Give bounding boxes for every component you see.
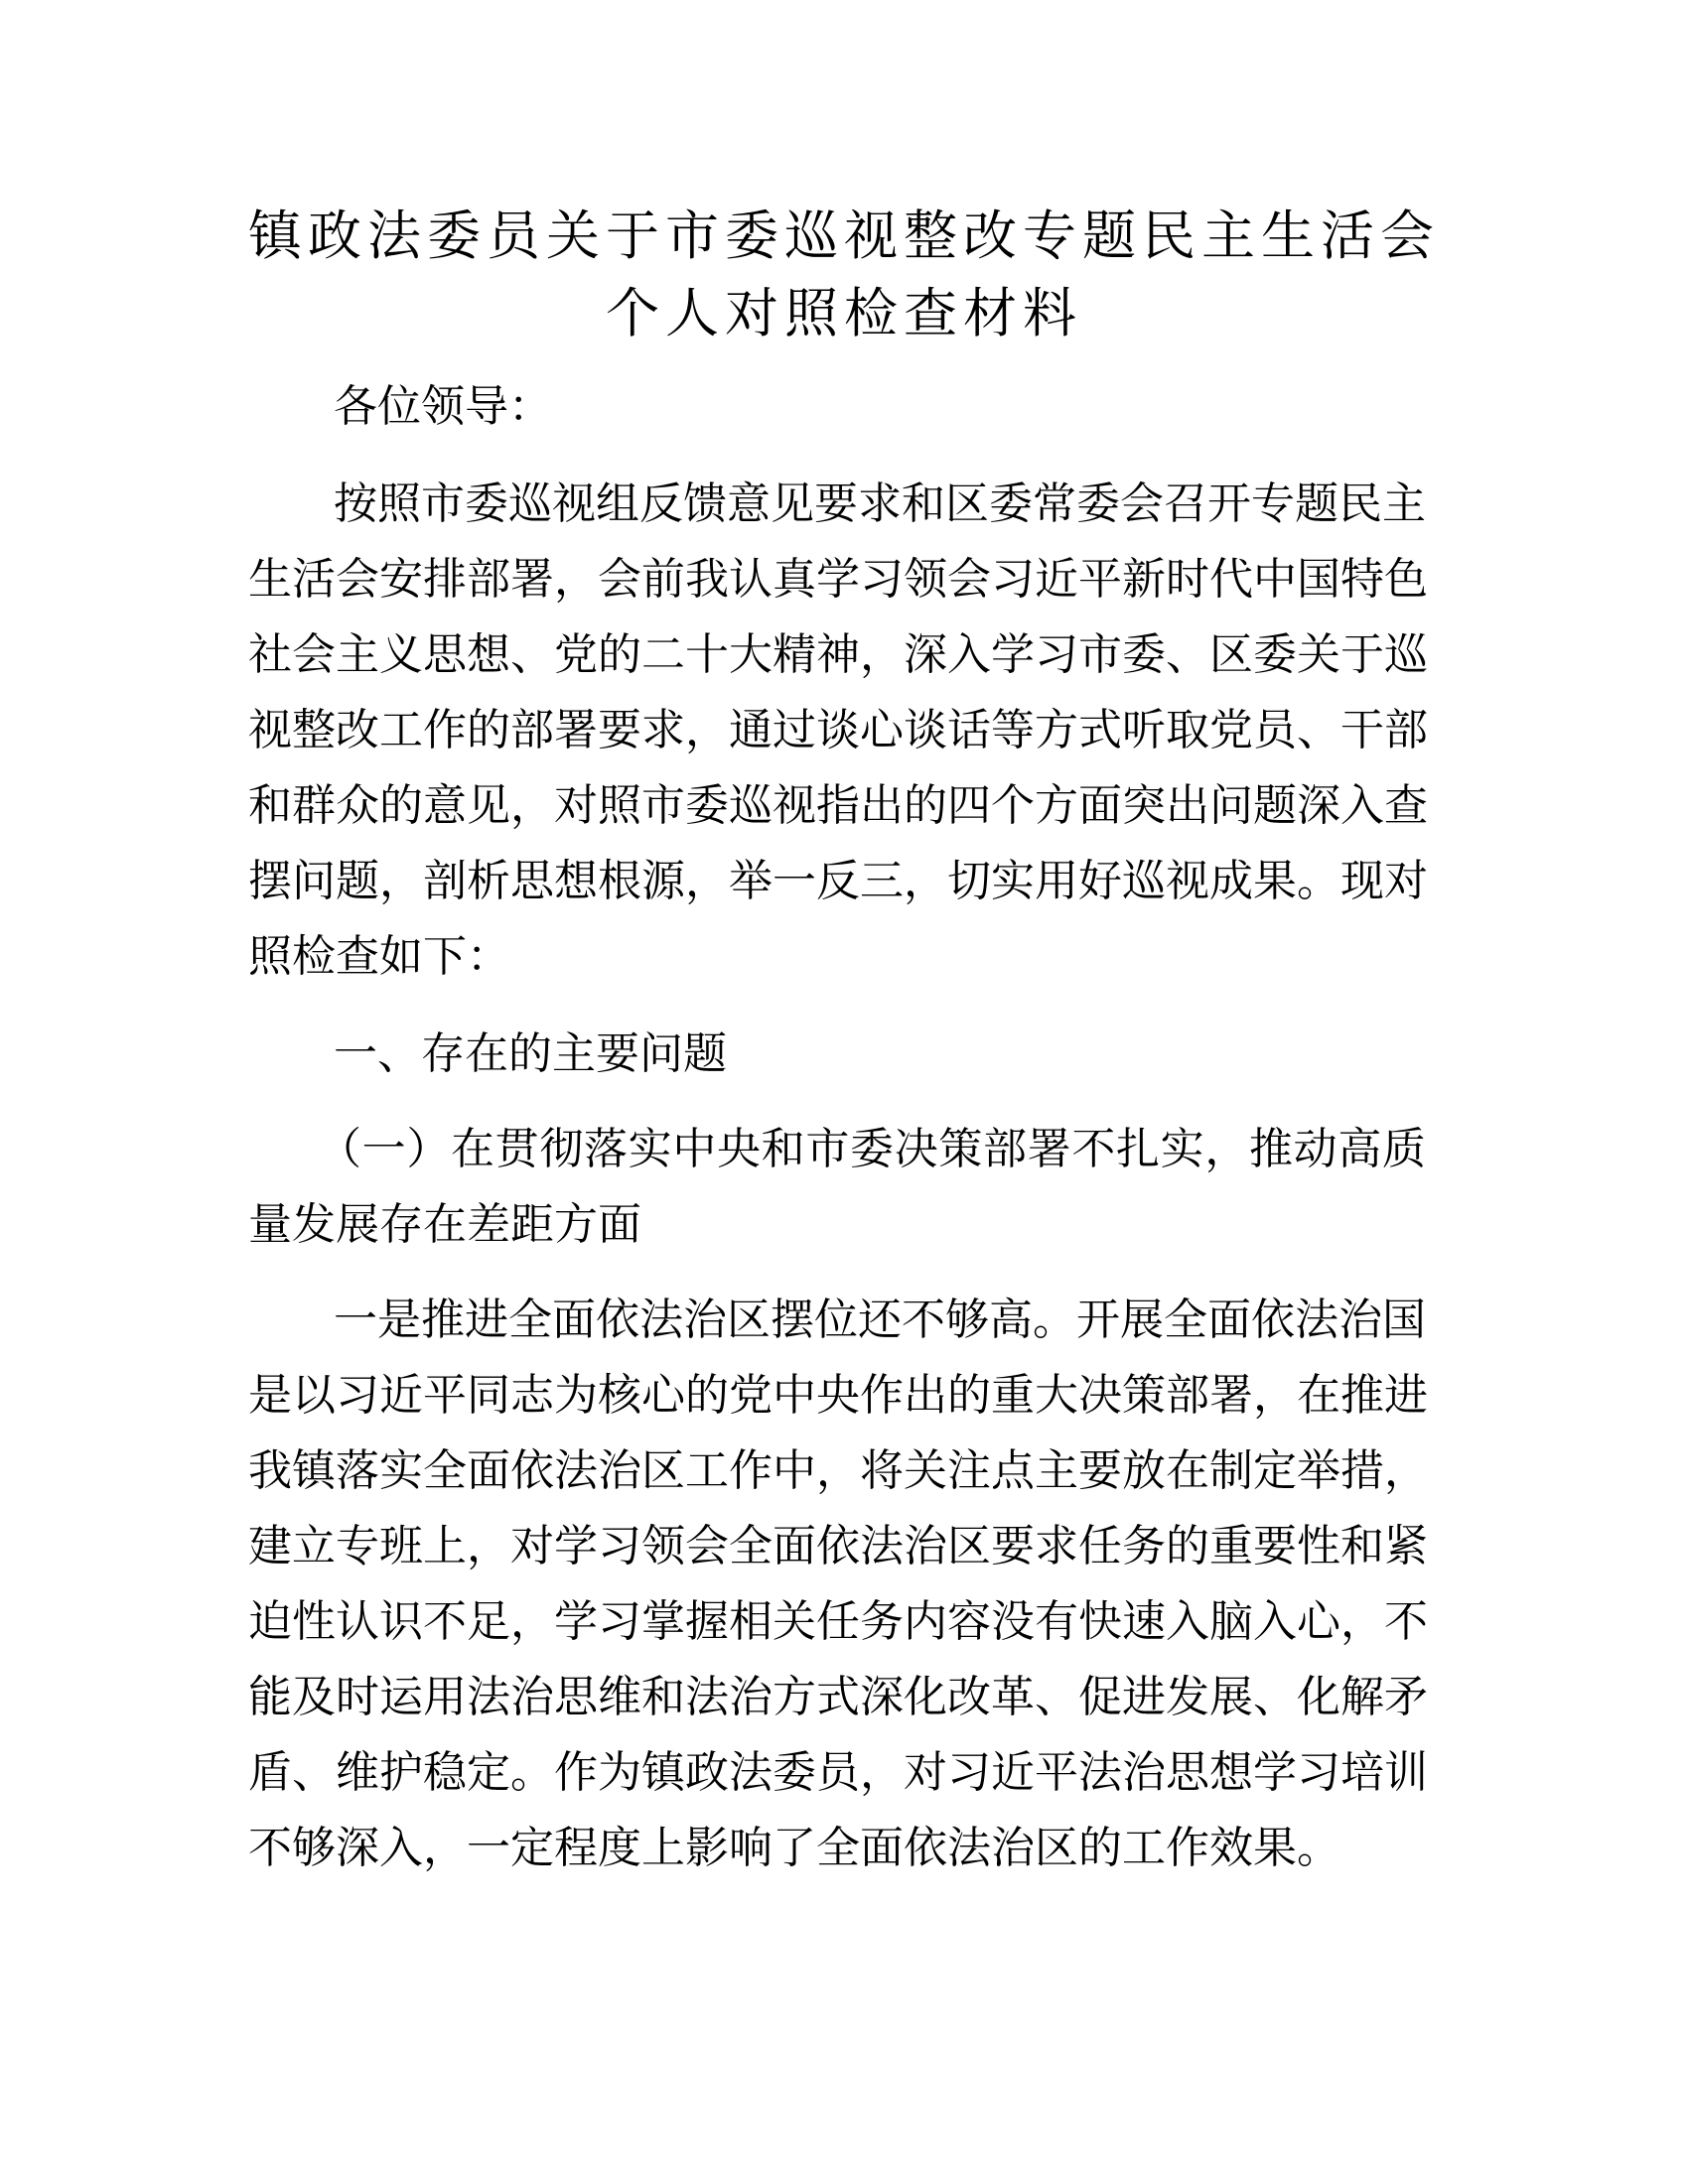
section-heading: 一、存在的主要问题 <box>334 1028 727 1079</box>
document-title-line-2: 个人对照检查材料 <box>606 282 1082 344</box>
paragraph-line: 视整改工作的部署要求，通过谈心谈话等方式听取党员、干部 <box>248 705 1428 755</box>
paragraph-line: 是以习近平同志为核心的党中央作出的重大决策部署，在推进 <box>248 1370 1428 1421</box>
paragraph-line: 能及时运用法治思维和法治方式深化改革、促进发展、化解矛 <box>248 1672 1428 1722</box>
paragraph-line: 生活会安排部署，会前我认真学习领会习近平新时代中国特色 <box>248 554 1428 605</box>
document-title-line-1: 镇政法委员关于市委巡视整改专题民主生活会 <box>248 205 1440 267</box>
paragraph-line: 一是推进全面依法治区摆位还不够高。开展全面依法治国 <box>334 1295 1426 1345</box>
paragraph-line: 我镇落实全面依法治区工作中，将关注点主要放在制定举措， <box>248 1445 1428 1496</box>
paragraph-line: 盾、维护稳定。作为镇政法委员，对习近平法治思想学习培训 <box>248 1747 1428 1798</box>
paragraph-line: 和群众的意见，对照市委巡视指出的四个方面突出问题深入查 <box>248 780 1428 831</box>
paragraph-line: 按照市委巡视组反馈意见要求和区委常委会召开专题民主 <box>334 478 1426 529</box>
paragraph-line: 摆问题，剖析思想根源，举一反三，切实用好巡视成果。现对 <box>248 856 1428 906</box>
subsection-line: （一）在贯彻落实中央和市委决策部署不扎实，推动高质 <box>318 1124 1426 1174</box>
paragraph-line: 照检查如下： <box>248 931 510 982</box>
salutation: 各位领导： <box>334 381 552 432</box>
paragraph-line: 不够深入，一定程度上影响了全面依法治区的工作效果。 <box>248 1823 1340 1873</box>
paragraph-line: 建立专班上，对学习领会全面依法治区要求任务的重要性和紧 <box>248 1521 1428 1571</box>
paragraph-line: 社会主义思想、党的二十大精神，深入学习市委、区委关于巡 <box>248 629 1428 680</box>
subsection-line: 量发展存在差距方面 <box>248 1199 641 1250</box>
paragraph-line: 迫性认识不足，学习掌握相关任务内容没有快速入脑入心，不 <box>248 1596 1428 1647</box>
